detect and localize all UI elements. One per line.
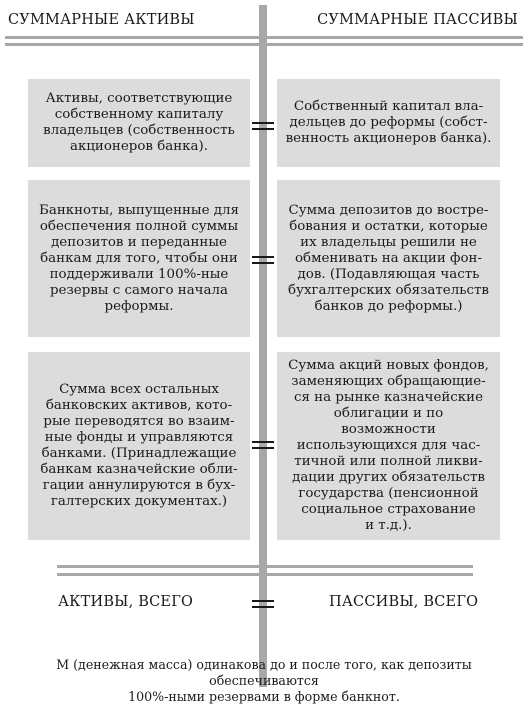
asset-box-owner-equity (28, 79, 250, 167)
total-assets-label: АКТИВЫ, ВСЕГО (58, 594, 194, 610)
asset-text-banknotes: Банкноты, выпущенные для обеспечения полной суммы депозитов и переданные банкам для того, чтобы они поддерживали 100%-ные резервы с самого начала реформы. (39, 202, 239, 314)
equals-sign-row-3 (252, 441, 274, 449)
liability-text-fund-shares: Сумма акций новых фондов, заменяющих обращающие- ся на рынке казначейские облигации и по возможности использующихся для час- тичной или полной ликви- дации других обязательств государства (пенсионной социальное страхование и т.д.). (288, 358, 489, 533)
footnote: М (денежная масса) одинакова до и после того, как депозиты обеспечиваются 100%-ными резервами в форме банкнот. (56, 657, 472, 704)
bottom-rule-lower (57, 573, 473, 576)
liability-box-fund-shares (277, 352, 500, 540)
liability-box-owner-capital (277, 79, 500, 167)
header-total-assets: СУММАРНЫЕ АКТИВЫ (8, 12, 195, 28)
liability-text-owner-capital: Собственный капитал вла- дельцев до реформы (собст- венность акционеров банка). (285, 99, 492, 146)
liability-box-deposits (277, 180, 500, 337)
equals-sign-totals (252, 600, 274, 608)
total-liabilities-label: ПАССИВЫ, ВСЕГО (329, 594, 479, 610)
equals-sign-row-2 (252, 256, 274, 264)
asset-box-other-assets (28, 352, 250, 540)
liability-text-deposits: Сумма депозитов до востре- бования и остатки, которые их владельцы решили не обменивать на акции фон- дов. (Подавляющая часть бухгалтерских обязательств банков до реформы.) (288, 202, 489, 314)
asset-text-other-assets: Сумма всех остальных банковских активов, кото- рые переводятся во взаим- ные фонды и управляются банками. (Принадлежащие банкам казначейские обли- гации аннулируются в бух- галтерских документах.) (40, 382, 238, 509)
asset-box-banknotes (28, 180, 250, 337)
header-total-liabilities: СУММАРНЫЕ ПАССИВЫ (317, 12, 518, 28)
asset-text-owner-equity: Активы, соответствующие собственному капиталу владельцев (собственность акционеров банка). (43, 91, 235, 154)
bottom-rule-upper (57, 565, 473, 568)
t-account-divider (259, 5, 267, 687)
equals-sign-row-1 (252, 122, 274, 130)
